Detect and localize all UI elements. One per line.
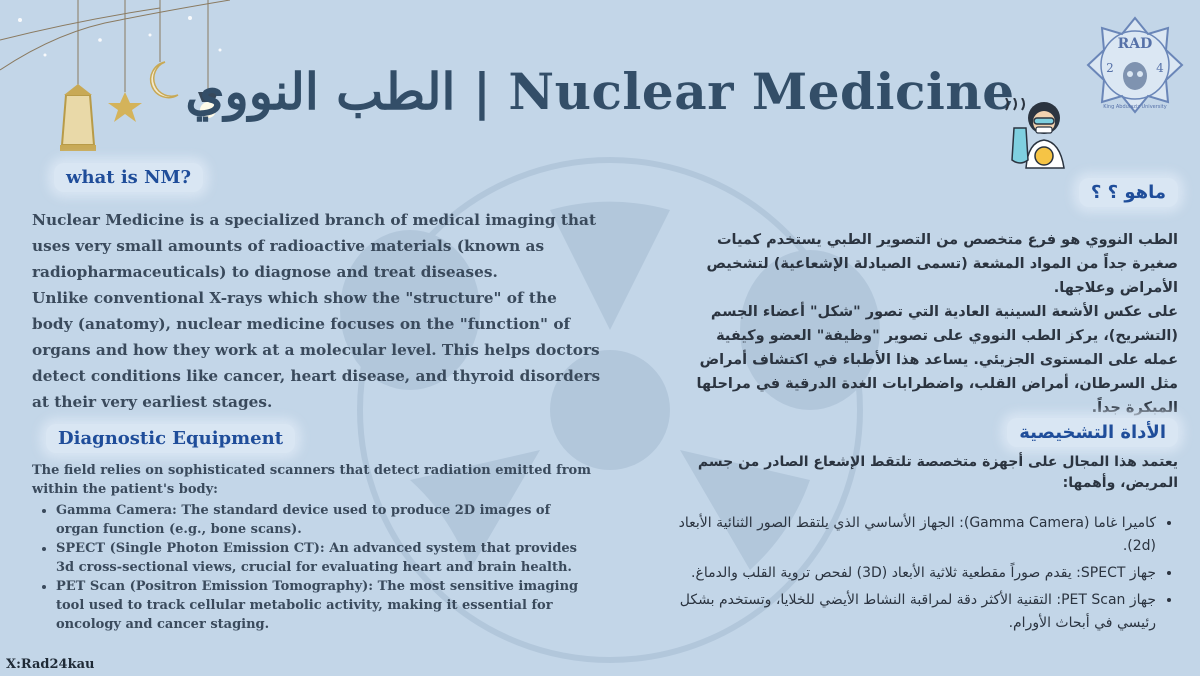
arabic-diagnostic-list	[658, 512, 1178, 635]
list-item: • كاميرا غاما (Gamma Camera): الجهاز الأساسي الذي يلتقط الصور الثنائية الأبعاد (2d).	[658, 512, 1156, 558]
arabic-diagnostic-intro: يعتمد هذا المجال على أجهزة متخصصة تلتقط الإشعاع الصادر من جسم المريض، وأهمها:	[697, 454, 1178, 491]
list-item: • SPECT (Single Photon Emission CT): An advanced system that provides 3d cross-sectional views, crucial for evaluating heart and brain health.	[56, 539, 592, 577]
english-description	[32, 207, 602, 415]
scientist-icon	[1000, 98, 1070, 170]
page-title: الطب النووي | Nuclear Medicine	[185, 62, 1015, 121]
list-item: • Gamma Camera: The standard device used to produce 2D images of organ function (e.g., bone scans).	[56, 501, 592, 539]
logo-text: RAD	[1117, 36, 1153, 52]
diagnostic-description	[32, 461, 592, 634]
list-item: • جهاز SPECT: يقدم صوراً مقطعية ثلاثية الأبعاد (3D) لفحص تروية القلب والدماغ.	[658, 562, 1156, 585]
arabic-paragraph: على عكس الأشعة السينية العادية التي تصور "شكل" أعضاء الجسم (التشريح)، يركز الطب النووي على تصوير "وظيفة" العضو وكيفية عمله على المستوى الجزيئي. يساعد هذا الأطباء في اكتشاف أمراض مثل السرطان، أمراض القلب، واضطرابات الغدة الدرقية في مراحلها المبكرة جداً.	[696, 304, 1178, 416]
arabic-diagnostic-description	[658, 452, 1178, 639]
arabic-what-heading: ماهو ؟ ؟	[1079, 178, 1178, 207]
list-item: • جهاز PET Scan: التقنية الأكثر دقة لمراقبة النشاط الأيضي للخلايا، وتستخدم بشكل رئيسي في أبحاث الأورام.	[658, 589, 1156, 635]
social-handle: X:Rad24kau	[6, 657, 95, 672]
diagnostic-equipment-heading: Diagnostic Equipment	[46, 424, 295, 453]
arabic-diagnostic-heading: الأداة التشخيصية	[1007, 418, 1178, 447]
arabic-paragraph: الطب النووي هو فرع متخصص من التصوير الطبي يستخدم كميات صغيرة جداً من المواد المشعة (تسمى الصيادلة الإشعاعية) لتشخيص الأمراض وعلاجها.	[706, 232, 1178, 296]
diagnostic-list	[32, 501, 592, 634]
english-paragraph: Nuclear Medicine is a specialized branch of medical imaging that uses very small amounts of radioactive materials (known as radiopharmaceuticals) to diagnose and treat diseases.	[32, 211, 597, 281]
logo-arc-text: King Abdulaziz University	[1103, 104, 1167, 110]
diagnostic-intro: The field relies on sophisticated scanners that detect radiation emitted from within the patient's body:	[32, 463, 591, 497]
logo-year-left: 2	[1106, 61, 1114, 75]
what-is-nm-heading: what is NM?	[54, 163, 203, 192]
arabic-description	[678, 228, 1178, 420]
list-item: • PET Scan (Positron Emission Tomography): The most sensitive imaging tool used to track cellular metabolic activity, making it essential for oncology and cancer staging.	[56, 577, 592, 634]
english-paragraph: Unlike conventional X-rays which show the "structure" of the body (anatomy), nuclear medicine focuses on the "function" of organs and how they work at a molecular level. This helps doctors detect conditions like cancer, heart disease, and thyroid disorders at their very earliest stages.	[32, 289, 601, 411]
logo-year-right: 4	[1156, 61, 1164, 75]
